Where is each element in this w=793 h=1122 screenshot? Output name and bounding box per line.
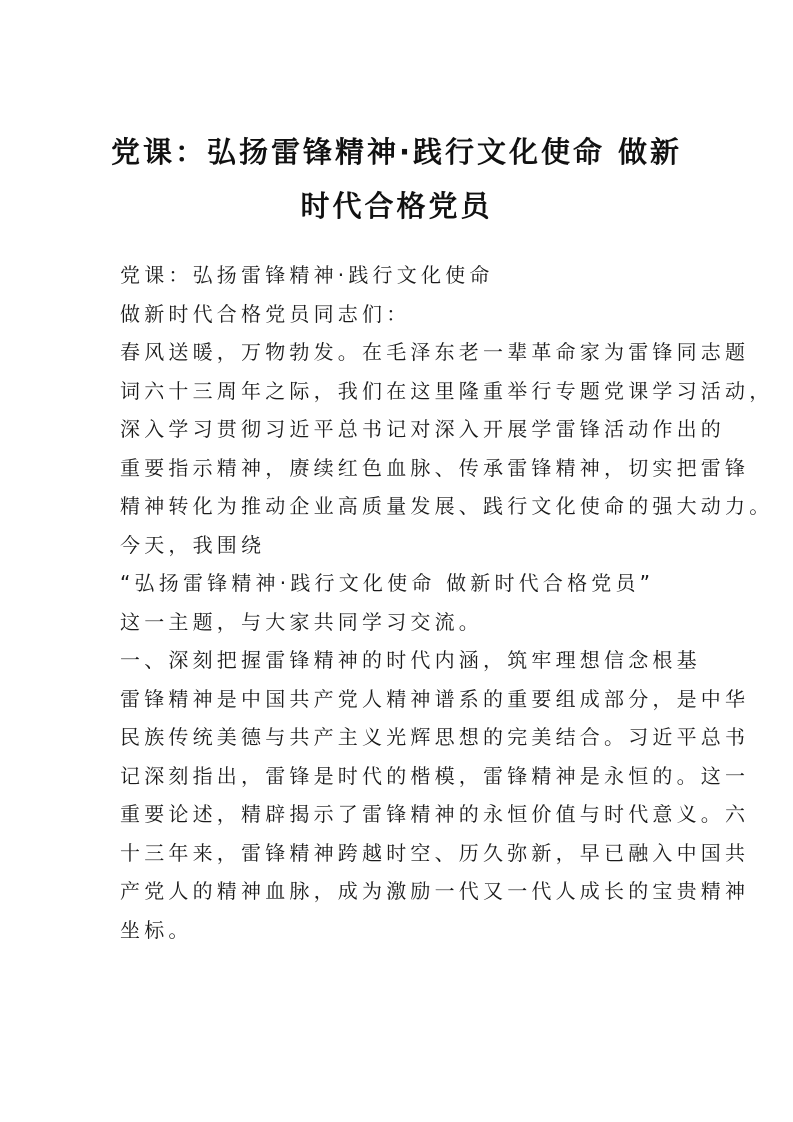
body-text-line: 今天，我围绕 xyxy=(120,532,266,557)
body-text-line: 深入学习贯彻习近平总书记对深入开展学雷锋活动作出的 xyxy=(120,417,725,441)
body-text-line: 一、深刻把握雷锋精神的时代内涵，筑牢理想信念根基 xyxy=(120,648,701,672)
body-text-line: “弘扬雷锋精神·践行文化使命 做新时代合格党员” xyxy=(120,571,655,595)
body-text-line: 民族传统美德与共产主义光辉思想的完美结合。习近平总书 xyxy=(120,725,750,749)
body-text-line: 做新时代合格党员同志们： xyxy=(120,301,411,326)
body-text-line: 重要指示精神，赓续红色血脉、传承雷锋精神，切实把雷锋 xyxy=(120,455,750,480)
body-text-line: 这一主题，与大家共同学习交流。 xyxy=(120,609,483,634)
body-text-line: 十三年来，雷锋精神跨越时空、历久弥新，早已融入中国共 xyxy=(120,840,750,865)
document-title-line-2: 时代合格党员 xyxy=(300,189,493,223)
body-text-line: 坐标。 xyxy=(120,917,193,942)
body-text-line: 记深刻指出，雷锋是时代的楷模，雷锋精神是永恒的。这一 xyxy=(120,763,750,788)
document-title-line-1: 党课：弘扬雷锋精神·践行文化使命 做新 xyxy=(110,135,683,169)
body-text-line: 精神转化为推动企业高质量发展、践行文化使命的强大动力。 xyxy=(120,494,774,518)
body-text-line: 产党人的精神血脉，成为激励一代又一代人成长的宝贵精神 xyxy=(120,879,750,903)
body-text-line: 词六十三周年之际，我们在这里隆重举行专题党课学习活动， xyxy=(120,378,774,403)
body-text-line: 春风送暖，万物勃发。在毛泽东老一辈革命家为雷锋同志题 xyxy=(120,340,750,364)
body-text-line: 重要论述，精辟揭示了雷锋精神的永恒价值与时代意义。六 xyxy=(120,802,750,826)
body-text-line: 党课：弘扬雷锋精神·践行文化使命 xyxy=(120,263,494,287)
body-text-line: 雷锋精神是中国共产党人精神谱系的重要组成部分，是中华 xyxy=(120,686,750,711)
